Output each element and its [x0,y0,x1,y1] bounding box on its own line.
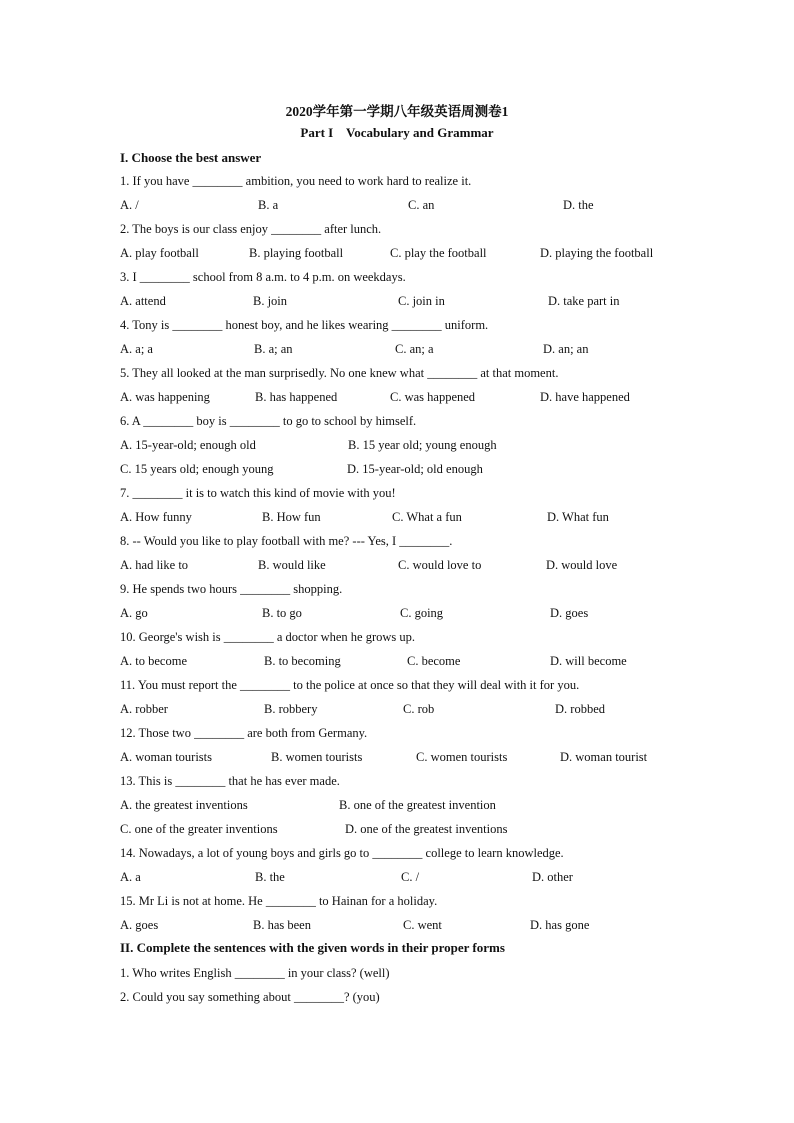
question-stem: 7. ________ it is to watch this kind of movie with you! [120,486,396,500]
answer-option-b[interactable]: B. to go [262,606,302,620]
question-stem: 10. George's wish is ________ a doctor when he grows up. [120,630,416,644]
answer-option-c[interactable]: C. rob [403,702,435,716]
answer-option-d[interactable]: D. would love [546,558,618,572]
fill-in-item: 2. Could you say something about ________? (you) [120,990,380,1004]
answer-options [120,462,680,480]
answer-option-a[interactable]: A. robber [120,702,168,716]
answer-option-d[interactable]: D. the [563,198,594,212]
answer-option-c[interactable]: C. one of the greater inventions [120,822,278,836]
question-stem: 1. If you have ________ ambition, you need to work hard to realize it. [120,174,472,188]
question-stem: 3. I ________ school from 8 a.m. to 4 p.m. on weekdays. [120,270,406,284]
answer-options [120,870,680,888]
answer-option-c[interactable]: C. What a fun [392,510,462,524]
answer-option-b[interactable]: B. a; an [254,342,293,356]
answer-option-b[interactable]: B. has happened [255,390,338,404]
answer-option-a[interactable]: A. a [120,870,141,884]
question-stem: 2. The boys is our class enjoy ________ after lunch. [120,222,382,236]
question-stem: 15. Mr Li is not at home. He ________ to Hainan for a holiday. [120,894,438,908]
section-heading-2: II. Complete the sentences with the given words in their proper forms [120,940,505,955]
answer-option-a[interactable]: A. go [120,606,148,620]
answer-options [120,702,680,720]
answer-option-d[interactable]: D. playing the football [540,246,654,260]
part-heading: Part I Vocabulary and Grammar [300,125,494,140]
question-stem: 12. Those two ________ are both from Germany. [120,726,368,740]
answer-option-d[interactable]: D. has gone [530,918,590,932]
answer-options [120,342,680,360]
answer-options [120,558,680,576]
answer-option-b[interactable]: B. to becoming [264,654,341,668]
answer-option-a[interactable]: A. 15-year-old; enough old [120,438,256,452]
answer-option-b[interactable]: B. robbery [264,702,318,716]
question-stem: 5. They all looked at the man surprisedly. No one knew what ________ at that moment. [120,366,559,380]
answer-option-d[interactable]: D. 15-year-old; old enough [347,462,483,476]
answer-option-c[interactable]: C. play the football [390,246,487,260]
answer-option-d[interactable]: D. other [532,870,573,884]
answer-options [120,198,680,216]
answer-options [120,654,680,672]
answer-options [120,246,680,264]
answer-option-a[interactable]: A. woman tourists [120,750,213,764]
answer-options [120,822,680,840]
answer-option-c[interactable]: C. was happened [390,390,476,404]
answer-option-d[interactable]: D. have happened [540,390,630,404]
question-stem: 8. -- Would you like to play football with me? --- Yes, I ________. [120,534,453,548]
answer-option-d[interactable]: D. take part in [548,294,620,308]
answer-option-b[interactable]: B. join [253,294,288,308]
answer-option-d[interactable]: D. goes [550,606,589,620]
answer-option-a[interactable]: A. to become [120,654,187,668]
page-title: 2020学年第一学期八年级英语周测卷1 [285,104,509,119]
answer-option-b[interactable]: B. one of the greatest invention [339,798,496,812]
question-stem: 9. He spends two hours ________ shopping. [120,582,343,596]
answer-option-a[interactable]: A. had like to [120,558,189,572]
answer-option-a[interactable]: A. attend [120,294,166,308]
answer-options [120,294,680,312]
answer-option-b[interactable]: B. How fun [262,510,321,524]
answer-option-c[interactable]: C. went [403,918,442,932]
answer-option-c[interactable]: C. going [400,606,444,620]
answer-option-a[interactable]: A. How funny [120,510,192,524]
answer-option-c[interactable]: C. an; a [395,342,434,356]
answer-option-c[interactable]: C. women tourists [416,750,508,764]
question-stem: 14. Nowadays, a lot of young boys and girls go to ________ college to learn knowledge. [120,846,564,860]
question-stem: 11. You must report the ________ to the police at once so that they will deal with it for you. [120,678,580,692]
answer-options [120,390,680,408]
answer-option-b[interactable]: B. a [258,198,279,212]
answer-option-b[interactable]: B. playing football [249,246,344,260]
answer-options [120,510,680,528]
answer-option-a[interactable]: A. / [120,198,139,212]
answer-option-c[interactable]: C. / [401,870,420,884]
answer-option-d[interactable]: D. will become [550,654,627,668]
answer-option-c[interactable]: C. become [407,654,461,668]
answer-options [120,798,680,816]
answer-option-a[interactable]: A. goes [120,918,159,932]
answer-option-d[interactable]: D. robbed [555,702,605,716]
answer-option-d[interactable]: D. woman tourist [560,750,648,764]
question-stem: 13. This is ________ that he has ever made. [120,774,340,788]
fill-in-item: 1. Who writes English ________ in your class? (well) [120,966,390,980]
answer-options [120,918,680,936]
section-heading-1: I. Choose the best answer [120,150,262,165]
answer-option-b[interactable]: B. 15 year old; young enough [348,438,497,452]
answer-option-d[interactable]: D. an; an [543,342,589,356]
answer-option-b[interactable]: B. would like [258,558,326,572]
answer-options [120,750,680,768]
answer-option-a[interactable]: A. was happening [120,390,210,404]
answer-option-a[interactable]: A. a; a [120,342,153,356]
answer-option-a[interactable]: A. the greatest inventions [120,798,248,812]
answer-option-d[interactable]: D. one of the greatest inventions [345,822,508,836]
answer-option-d[interactable]: D. What fun [547,510,609,524]
answer-option-b[interactable]: B. the [255,870,285,884]
answer-option-b[interactable]: B. has been [253,918,311,932]
answer-options [120,438,680,456]
answer-option-c[interactable]: C. 15 years old; enough young [120,462,274,476]
answer-option-a[interactable]: A. play football [120,246,199,260]
answer-option-c[interactable]: C. an [408,198,435,212]
question-stem: 6. A ________ boy is ________ to go to school by himself. [120,414,417,428]
answer-option-c[interactable]: C. would love to [398,558,482,572]
question-stem: 4. Tony is ________ honest boy, and he likes wearing ________ uniform. [120,318,489,332]
answer-options [120,606,680,624]
answer-option-c[interactable]: C. join in [398,294,445,308]
answer-option-b[interactable]: B. women tourists [271,750,363,764]
